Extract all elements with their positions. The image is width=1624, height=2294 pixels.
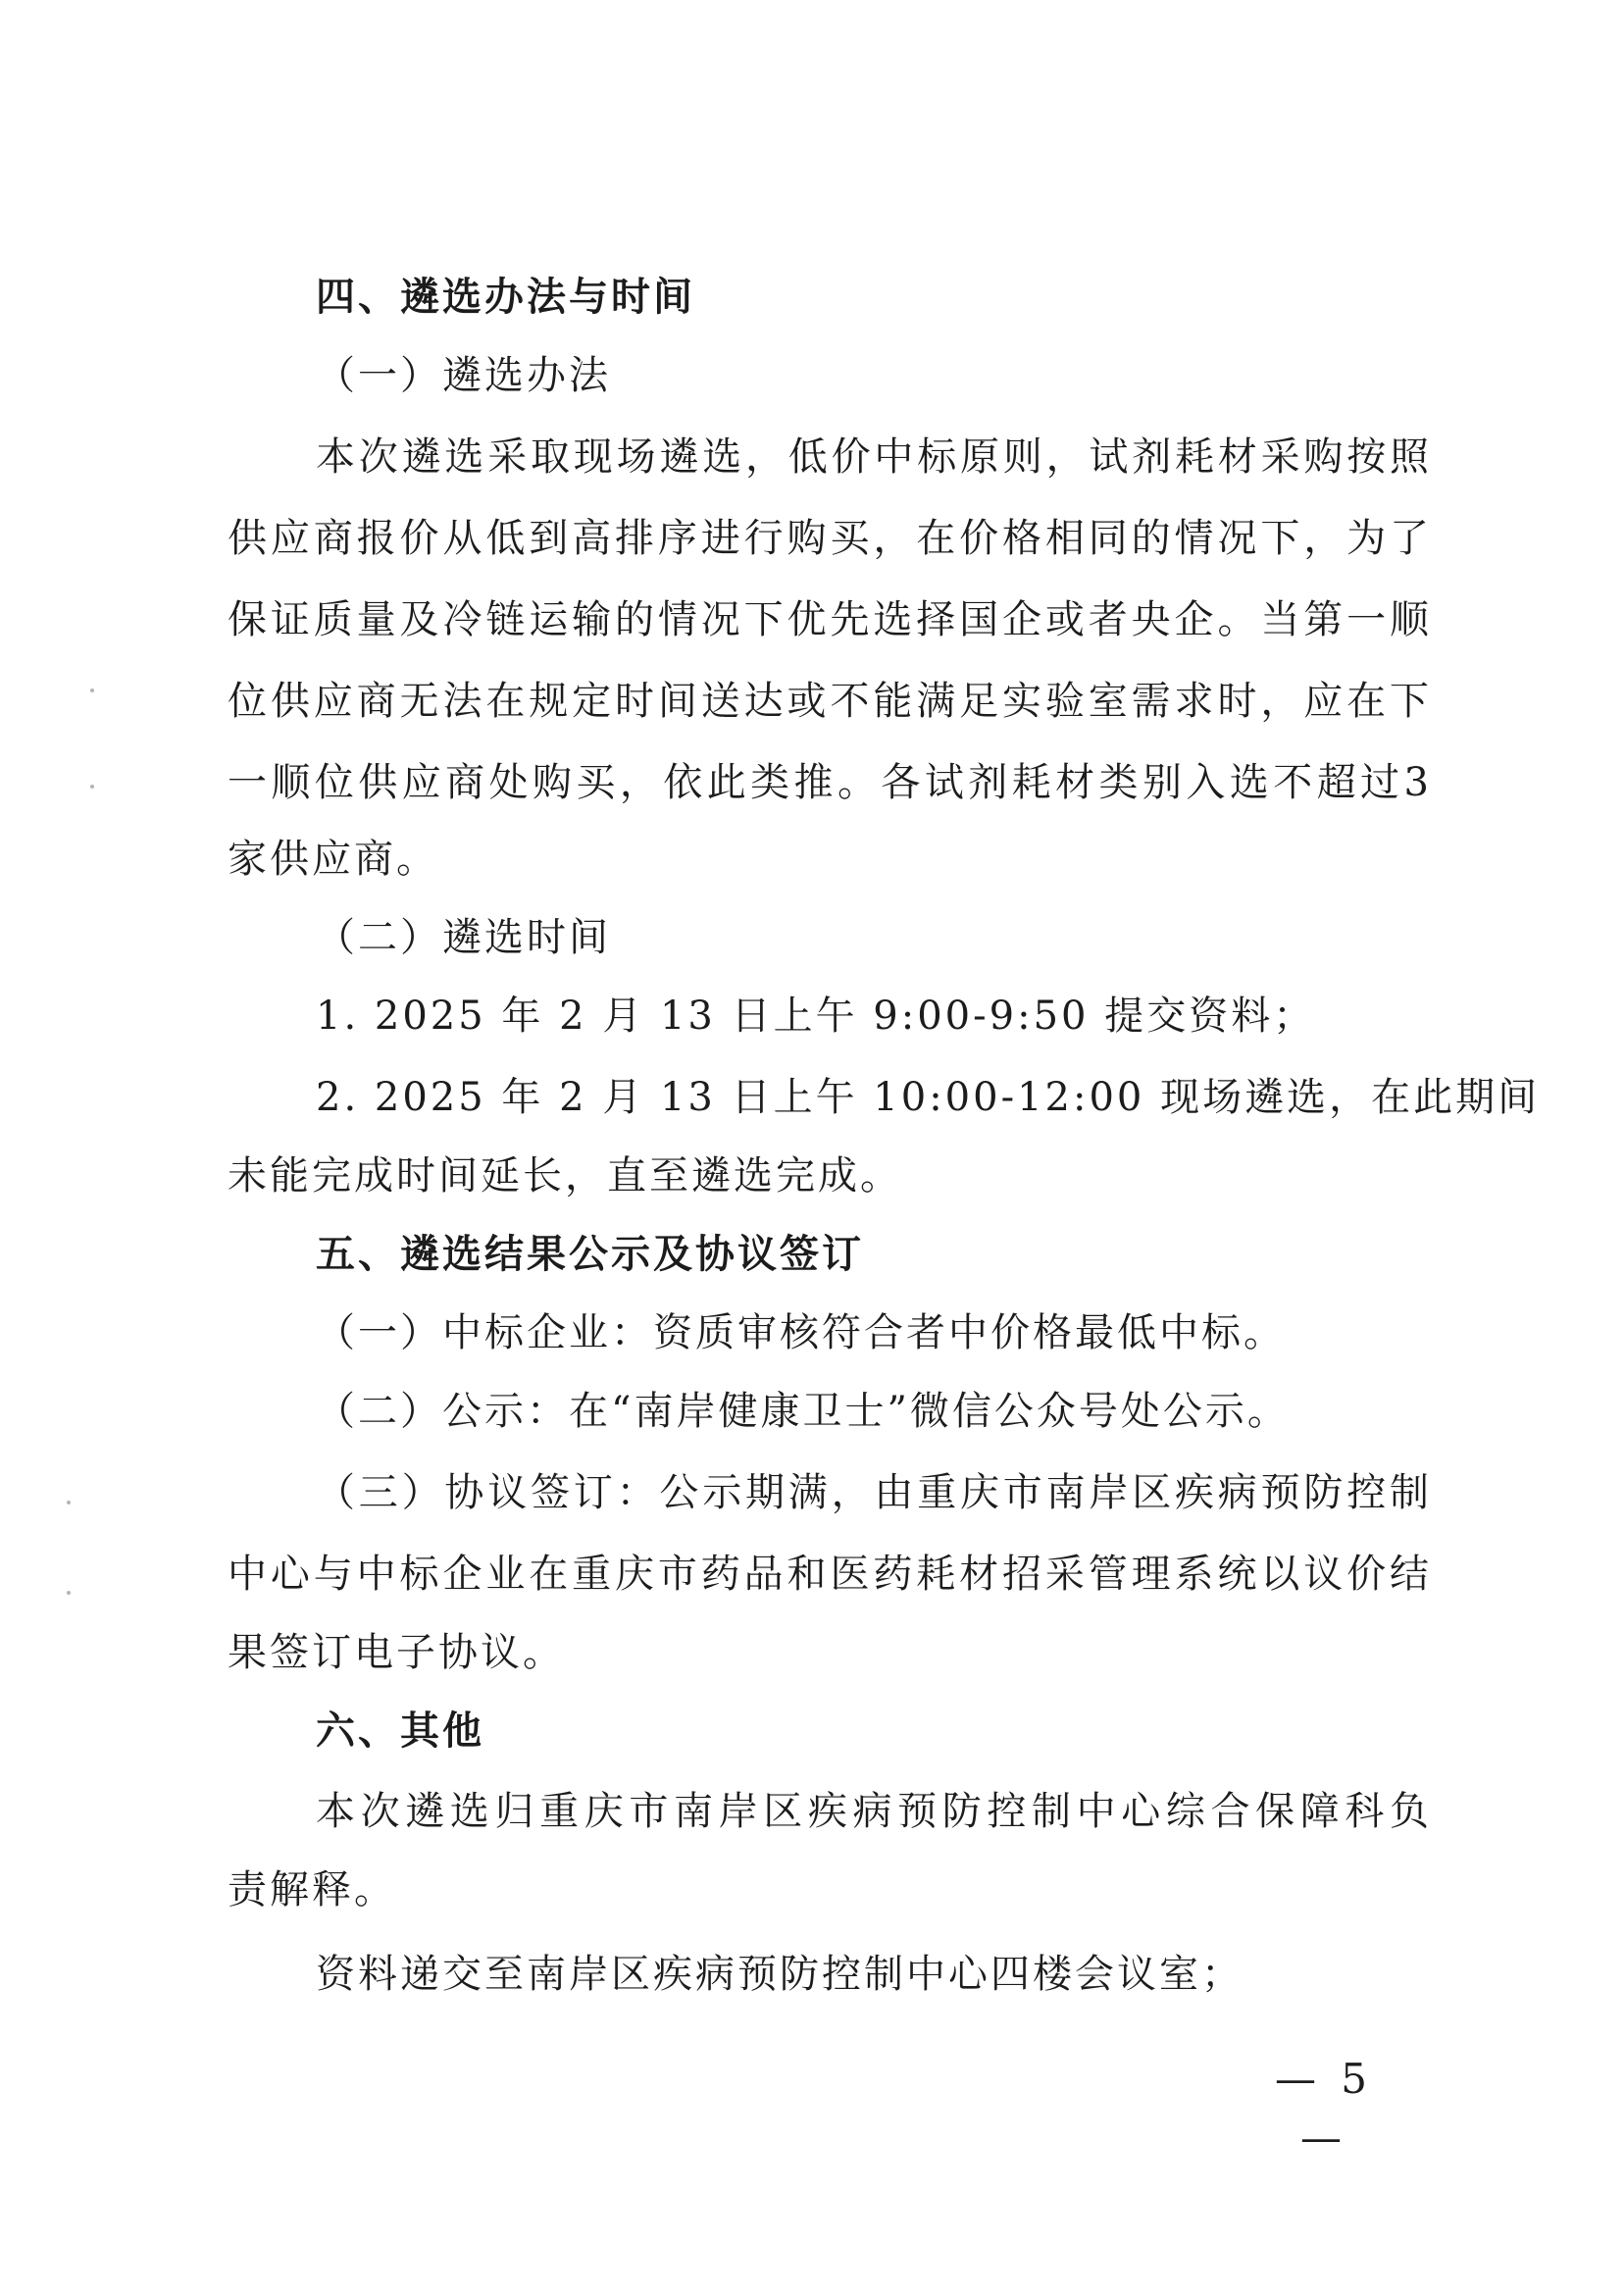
scan-speck	[90, 688, 94, 692]
scan-speck	[67, 1501, 71, 1504]
list-item-onsite-selection-time: 2. 2025 年 2 月 13 日上午 10:00-12:00 现场遴选，在此期间	[316, 1075, 1541, 1120]
scan-speck	[90, 785, 94, 789]
list-item-public-notice: （二）公示：在“南岸健康卫士”微信公众号处公示。	[316, 1389, 1290, 1434]
scan-speck	[67, 1591, 71, 1595]
page-number: — 5 —	[1274, 2055, 1374, 2162]
paragraph-line: 资料递交至南岸区疾病预防控制中心四楼会议室；	[316, 1952, 1243, 1997]
subheading-selection-method: （一）遴选办法	[316, 353, 611, 398]
list-item-submission-time: 1. 2025 年 2 月 13 日上午 9:00-9:50 提交资料；	[316, 994, 1316, 1039]
subheading-selection-time: （二）遴选时间	[316, 915, 611, 960]
paragraph-line: 责解释。	[228, 1867, 396, 1912]
section-heading-4: 四、遴选办法与时间	[316, 275, 695, 320]
paragraph-line: 本次遴选采取现场遴选，低价中标原则，试剂耗材采购按照	[316, 434, 1432, 480]
list-item-winning-enterprise: （一）中标企业：资质审核符合者中价格最低中标。	[316, 1310, 1286, 1355]
paragraph-line: 本次遴选归重庆市南岸区疾病预防控制中心综合保障科负	[316, 1789, 1432, 1834]
paragraph-line: 果签订电子协议。	[228, 1630, 565, 1675]
paragraph-line: 中心与中标企业在重庆市药品和医药耗材招采管理系统以议价结	[228, 1552, 1432, 1597]
section-heading-5: 五、遴选结果公示及协议签订	[316, 1232, 864, 1277]
paragraph-line: 供应商报价从低到高排序进行购买，在价格相同的情况下，为了	[228, 516, 1432, 561]
section-heading-6: 六、其他	[316, 1708, 484, 1754]
paragraph-line: 位供应商无法在规定时间送达或不能满足实验室需求时，应在下	[228, 679, 1432, 724]
paragraph-line: 未能完成时间延长，直至遴选完成。	[228, 1153, 902, 1198]
list-item-agreement-signing: （三）协议签订：公示期满，由重庆市南岸区疾病预防控制	[316, 1470, 1432, 1515]
paragraph-line: 家供应商。	[228, 837, 438, 882]
paragraph-line: 一顺位供应商处购买，依此类推。各试剂耗材类别入选不超过3	[228, 760, 1432, 805]
paragraph-line: 保证质量及冷链运输的情况下优先选择国企或者央企。当第一顺	[228, 597, 1432, 642]
